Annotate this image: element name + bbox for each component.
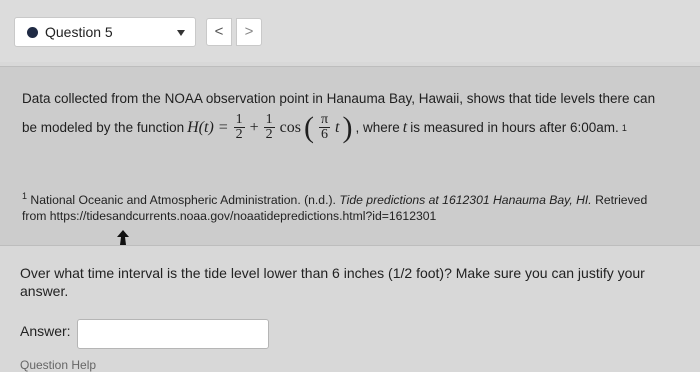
question-select[interactable]: [14, 17, 196, 47]
footnote-line-1: $^1$ National Oceanic and Atmospheric Administration. (n.d.). Tide predictions at 1612301 Hanauma Bay, HI. Retrieved: [22, 191, 648, 208]
cos-function: cos: [279, 118, 301, 136]
chevron-down-icon: [177, 30, 185, 36]
function-intro: be modeled by the function: [22, 120, 185, 135]
status-dot-icon: [27, 27, 38, 38]
previous-question-button[interactable]: <: [206, 18, 232, 46]
question-text: Over what time interval is the tide level lower than 6 inches (1/2 foot)? Make sure you can justify your answer.: [20, 265, 645, 299]
problem-panel: [0, 66, 700, 246]
next-question-button[interactable]: >: [236, 18, 262, 46]
function-name: H(t) =: [187, 118, 229, 136]
fraction-one-half: $\frac{1}{2}$: [235, 112, 243, 142]
plus-sign: +: [249, 118, 259, 136]
measured-text: is measured in hours after 6:00am.: [410, 120, 619, 135]
open-paren: (: [303, 110, 314, 144]
footnote-ref: 1: [621, 122, 627, 133]
question-toolbar: [0, 0, 700, 62]
close-paren: ): [342, 110, 353, 144]
question-select-label: Question 5: [45, 24, 113, 40]
problem-line-2: [22, 110, 627, 144]
fraction-one-half-2: $\frac{1}{2}$: [265, 112, 273, 142]
variable-t: t: [335, 118, 340, 136]
question-help-link[interactable]: Question Help: [20, 358, 97, 372]
fraction-pi-over-six: $\frac{\pi}{6}$: [320, 112, 329, 142]
problem-line-1: Data collected from the NOAA observation point in Hanauma Bay, Hawaii, shows that tide levels there can: [22, 91, 656, 106]
mouse-pointer-icon: [116, 230, 130, 246]
footnote-line-2: from https://tidesandcurrents.noaa.gov/noaatidepredictions.html?id=1612301: [22, 209, 437, 223]
answer-input[interactable]: [77, 319, 269, 349]
variable-t-2: t: [402, 118, 408, 136]
where-text: , where: [355, 120, 400, 135]
footnote-marker: 1: [22, 191, 28, 201]
answer-label: Answer:: [20, 323, 71, 339]
